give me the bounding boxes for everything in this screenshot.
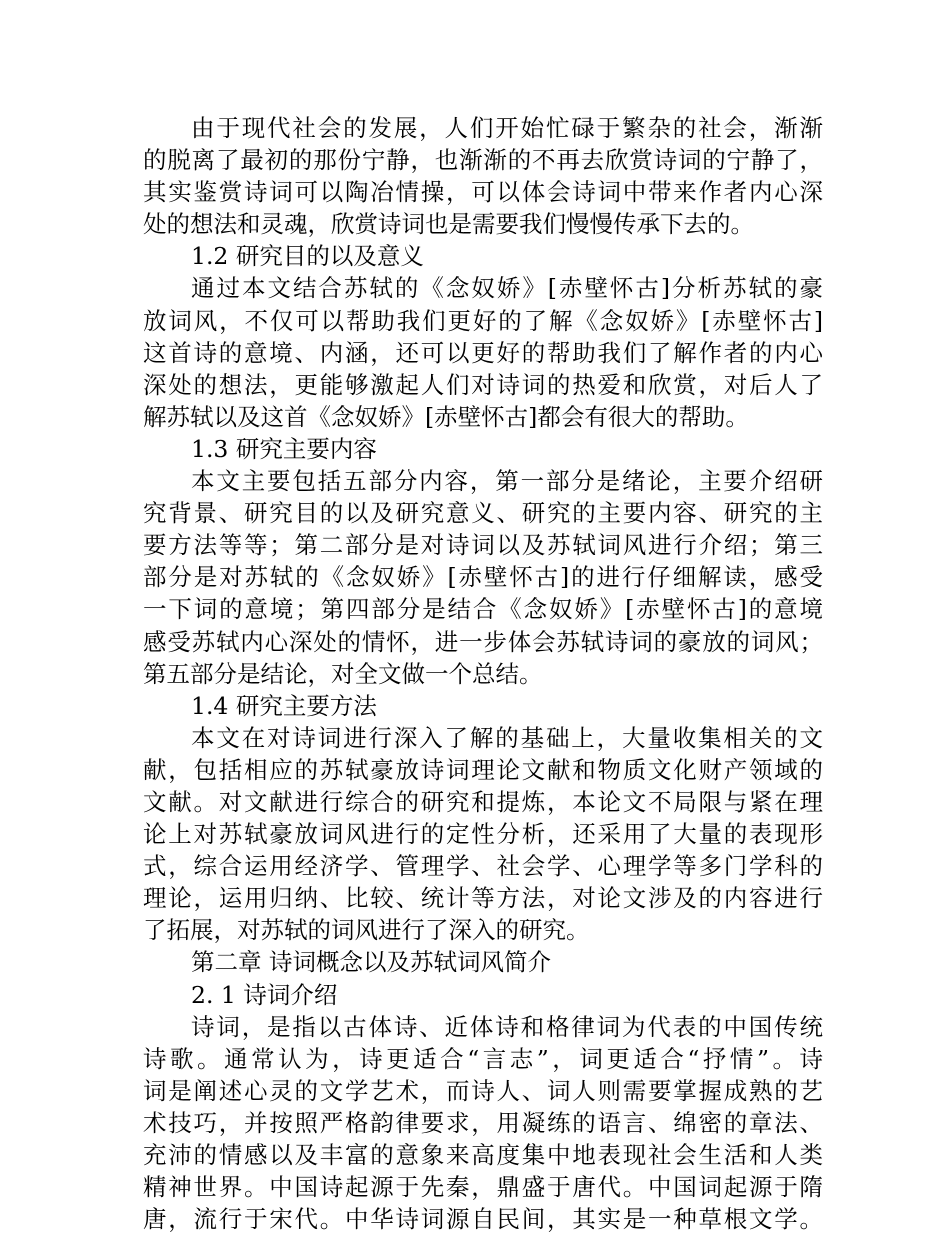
paragraph-modern-society <box>143 112 823 240</box>
paragraph-poetry-intro <box>143 1011 823 1235</box>
text-line: 处的想法和灵魂，欣赏诗词也是需要我们慢慢传承下去的。 <box>143 210 754 239</box>
text-line: 式，综合运用经济学、管理学、社会学、心理学等多门学科的 <box>143 852 823 881</box>
text-line: 论上对苏轼豪放词风进行的定性分析，还采用了大量的表现形 <box>143 820 823 849</box>
paragraph-research-purpose <box>143 272 823 432</box>
text-line: 解苏轼以及这首《念奴娇》[赤壁怀古]都会有很大的帮助。 <box>143 402 749 431</box>
text-line: 部分是对苏轼的《念奴娇》[赤壁怀古]的进行仔细解读，感受 <box>143 563 823 592</box>
section-heading-1-4: 1.4 研究主要方法 <box>191 691 377 720</box>
text-line: 一下词的意境；第四部分是结合《念奴娇》[赤壁怀古]的意境 <box>143 595 823 624</box>
text-line: 词是阐述心灵的文学艺术，而诗人、词人则需要掌握成熟的艺 <box>143 1076 823 1105</box>
paragraph-research-content <box>143 465 823 690</box>
document-page <box>143 112 823 1235</box>
text-line: 究背景、研究目的以及研究意义、研究的主要内容、研究的主 <box>143 499 823 528</box>
text-line: 术技巧，并按照严格韵律要求，用凝练的语言、绵密的章法、 <box>143 1108 823 1137</box>
text-line: 本文在对诗词进行深入了解的基础上，大量收集相关的文 <box>191 723 823 752</box>
paragraph-research-methods <box>143 722 823 947</box>
chapter-heading-2: 第二章 诗词概念以及苏轼词风简介 <box>191 948 551 977</box>
text-line: 由于现代社会的发展，人们开始忙碌于繁杂的社会，渐渐 <box>191 114 823 142</box>
section-heading-2-1: 2. 1 诗词介绍 <box>191 980 338 1009</box>
section-heading-1-3: 1.3 研究主要内容 <box>191 434 377 463</box>
text-line: 诗歌。通常认为，诗更适合“言志”，词更适合“抒情”。诗 <box>143 1044 823 1073</box>
section-heading-1-2: 1.2 研究目的以及意义 <box>191 242 424 271</box>
text-line: 深处的想法，更能够激起人们对诗词的热爱和欣赏，对后人了 <box>143 370 823 399</box>
text-line: 要方法等等；第二部分是对诗词以及苏轼词风进行介绍；第三 <box>143 531 823 560</box>
text-line: 唐，流行于宋代。中华诗词源自民间，其实是一种草根文学。 <box>143 1205 823 1234</box>
text-line: 感受苏轼内心深处的情怀，进一步体会苏轼诗词的豪放的词风； <box>143 627 823 656</box>
text-line: 通过本文结合苏轼的《念奴娇》[赤壁怀古]分析苏轼的豪 <box>191 274 823 303</box>
text-line: 放词风，不仅可以帮助我们更好的了解《念奴娇》[赤壁怀古] <box>143 306 823 335</box>
text-line: 了拓展，对苏轼的词风进行了深入的研究。 <box>143 916 590 945</box>
text-line: 其实鉴赏诗词可以陶冶情操，可以体会诗词中带来作者内心深 <box>143 178 823 207</box>
text-line: 的脱离了最初的那份宁静，也渐渐的不再去欣赏诗词的宁静了， <box>143 146 823 175</box>
text-line: 本文主要包括五部分内容，第一部分是绪论，主要介绍研 <box>191 467 823 496</box>
text-line: 第五部分是结论，对全文做一个总结。 <box>143 659 543 688</box>
text-line: 文献。对文献进行综合的研究和提炼，本论文不局限与紧在理 <box>143 787 823 816</box>
text-line: 精神世界。中国诗起源于先秦，鼎盛于唐代。中国词起源于隋 <box>143 1173 823 1202</box>
text-line: 献，包括相应的苏轼豪放诗词理论文献和物质文化财产领域的 <box>143 755 823 784</box>
text-line: 诗词，是指以古体诗、近体诗和格律词为代表的中国传统 <box>191 1012 823 1041</box>
text-line: 理论，运用归纳、比较、统计等方法，对论文涉及的内容进行 <box>143 884 823 913</box>
text-line: 这首诗的意境、内涵，还可以更好的帮助我们了解作者的内心 <box>143 338 823 367</box>
text-line: 充沛的情感以及丰富的意象来高度集中地表现社会生活和人类 <box>143 1141 823 1169</box>
